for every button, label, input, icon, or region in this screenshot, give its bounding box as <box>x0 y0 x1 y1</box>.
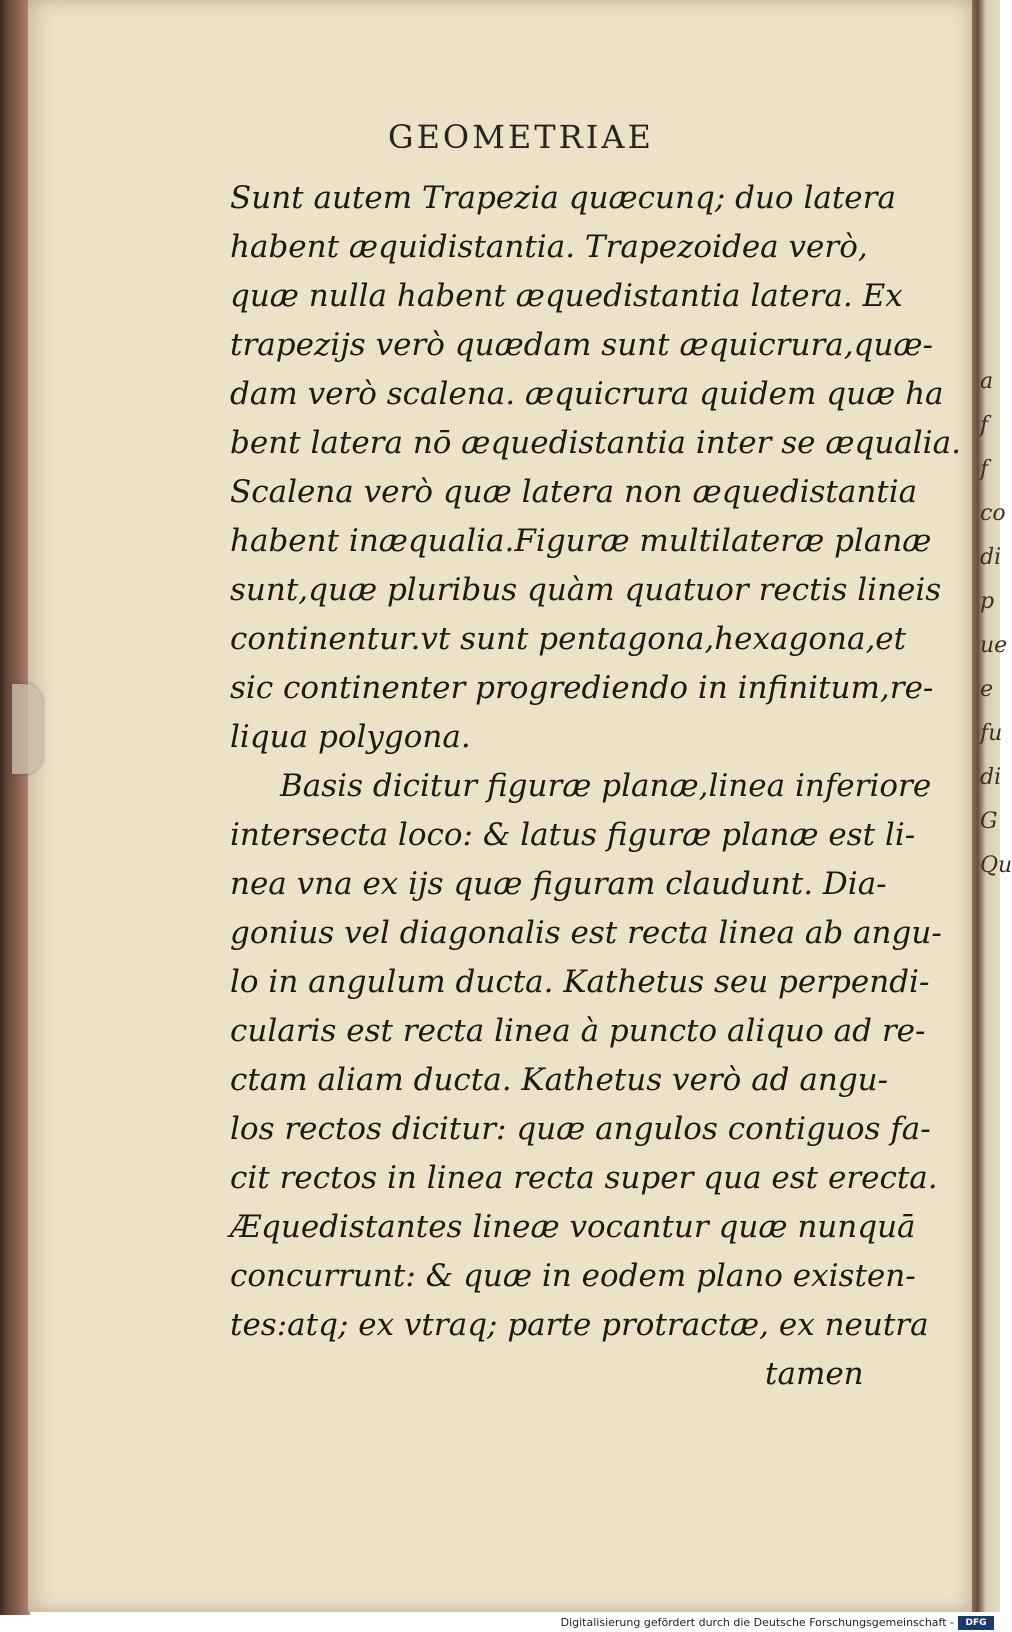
text-line: nea vna ex ijs quæ figuram claudunt. Dia- <box>230 866 887 902</box>
fragment: co <box>980 501 1006 526</box>
text-line: Æquedistantes lineæ vocantur quæ nunquā <box>230 1209 916 1245</box>
text-line-paragraph-start: Basis dicitur figuræ planæ,linea inferiore <box>280 768 932 804</box>
text-line: ctam aliam ducta. Kathetus verò ad angu- <box>230 1062 889 1098</box>
fragment: a <box>980 369 994 394</box>
text-line: concurrunt: & quæ in eodem plano existen- <box>230 1258 916 1294</box>
text-line: habent inæqualia.Figuræ multilateræ planæ <box>230 523 932 559</box>
text-line: dam verò scalena. æquicrura quidem quæ ha <box>230 376 944 412</box>
text-line: trapezijs verò quædam sunt æquicrura,quæ- <box>230 327 934 363</box>
page-clip-tab <box>12 684 42 774</box>
text-line: bent latera nō æquedistantia inter se æqualia. <box>230 425 961 461</box>
catchword: tamen <box>765 1356 864 1392</box>
text-line: cit rectos in linea recta super qua est erecta. <box>230 1160 938 1196</box>
fragment: fu <box>980 721 1003 746</box>
footer-credit: Digitalisierung gefördert durch die Deutsche Forschungsgemeinschaft - <box>560 1616 954 1629</box>
fragment: p <box>980 589 995 614</box>
book-binding-left <box>0 0 30 1615</box>
text-line: Sunt autem Trapezia quæcunq; duo latera <box>230 180 896 216</box>
text-line: sic continenter progrediendo in infinitum,re- <box>230 670 934 706</box>
running-head: GEOMETRIAE <box>388 118 654 156</box>
text-line: continentur.vt sunt pentagona,hexagona,et <box>230 621 907 657</box>
body-text <box>230 174 961 1399</box>
fragment: e <box>980 677 994 702</box>
text-line: Scalena verò quæ latera non æquedistantia <box>230 474 918 510</box>
fragment: f <box>980 457 989 482</box>
fragment: G <box>980 809 998 834</box>
text-line: gonius vel diagonalis est recta linea ab angu- <box>230 915 942 951</box>
text-line: tes:atq; ex vtraq; parte protractæ, ex neutra <box>230 1307 929 1343</box>
text-line: cularis est recta linea à puncto aliquo ad re- <box>230 1013 926 1049</box>
fragment: di <box>980 545 1002 570</box>
text-line: sunt,quæ pluribus quàm quatuor rectis lineis <box>230 572 942 608</box>
facing-page-fragments <box>980 360 1012 1360</box>
fragment: f <box>980 413 989 438</box>
text-line: intersecta loco: & latus figuræ planæ est li- <box>230 817 916 853</box>
dfg-logo: DFG <box>958 1616 994 1630</box>
text-line: quæ nulla habent æquedistantia latera. Ex <box>230 278 903 314</box>
fragment: ue <box>980 633 1008 658</box>
fragment: Qu <box>980 853 1012 878</box>
text-line: los rectos dicitur: quæ angulos contiguos fa- <box>230 1111 931 1147</box>
text-line: liqua polygona. <box>230 719 471 755</box>
text-line: habent æquidistantia. Trapezoidea verò, <box>230 229 868 265</box>
text-line: lo in angulum ducta. Kathetus seu perpendi- <box>230 964 930 1000</box>
fragment: di <box>980 765 1002 790</box>
